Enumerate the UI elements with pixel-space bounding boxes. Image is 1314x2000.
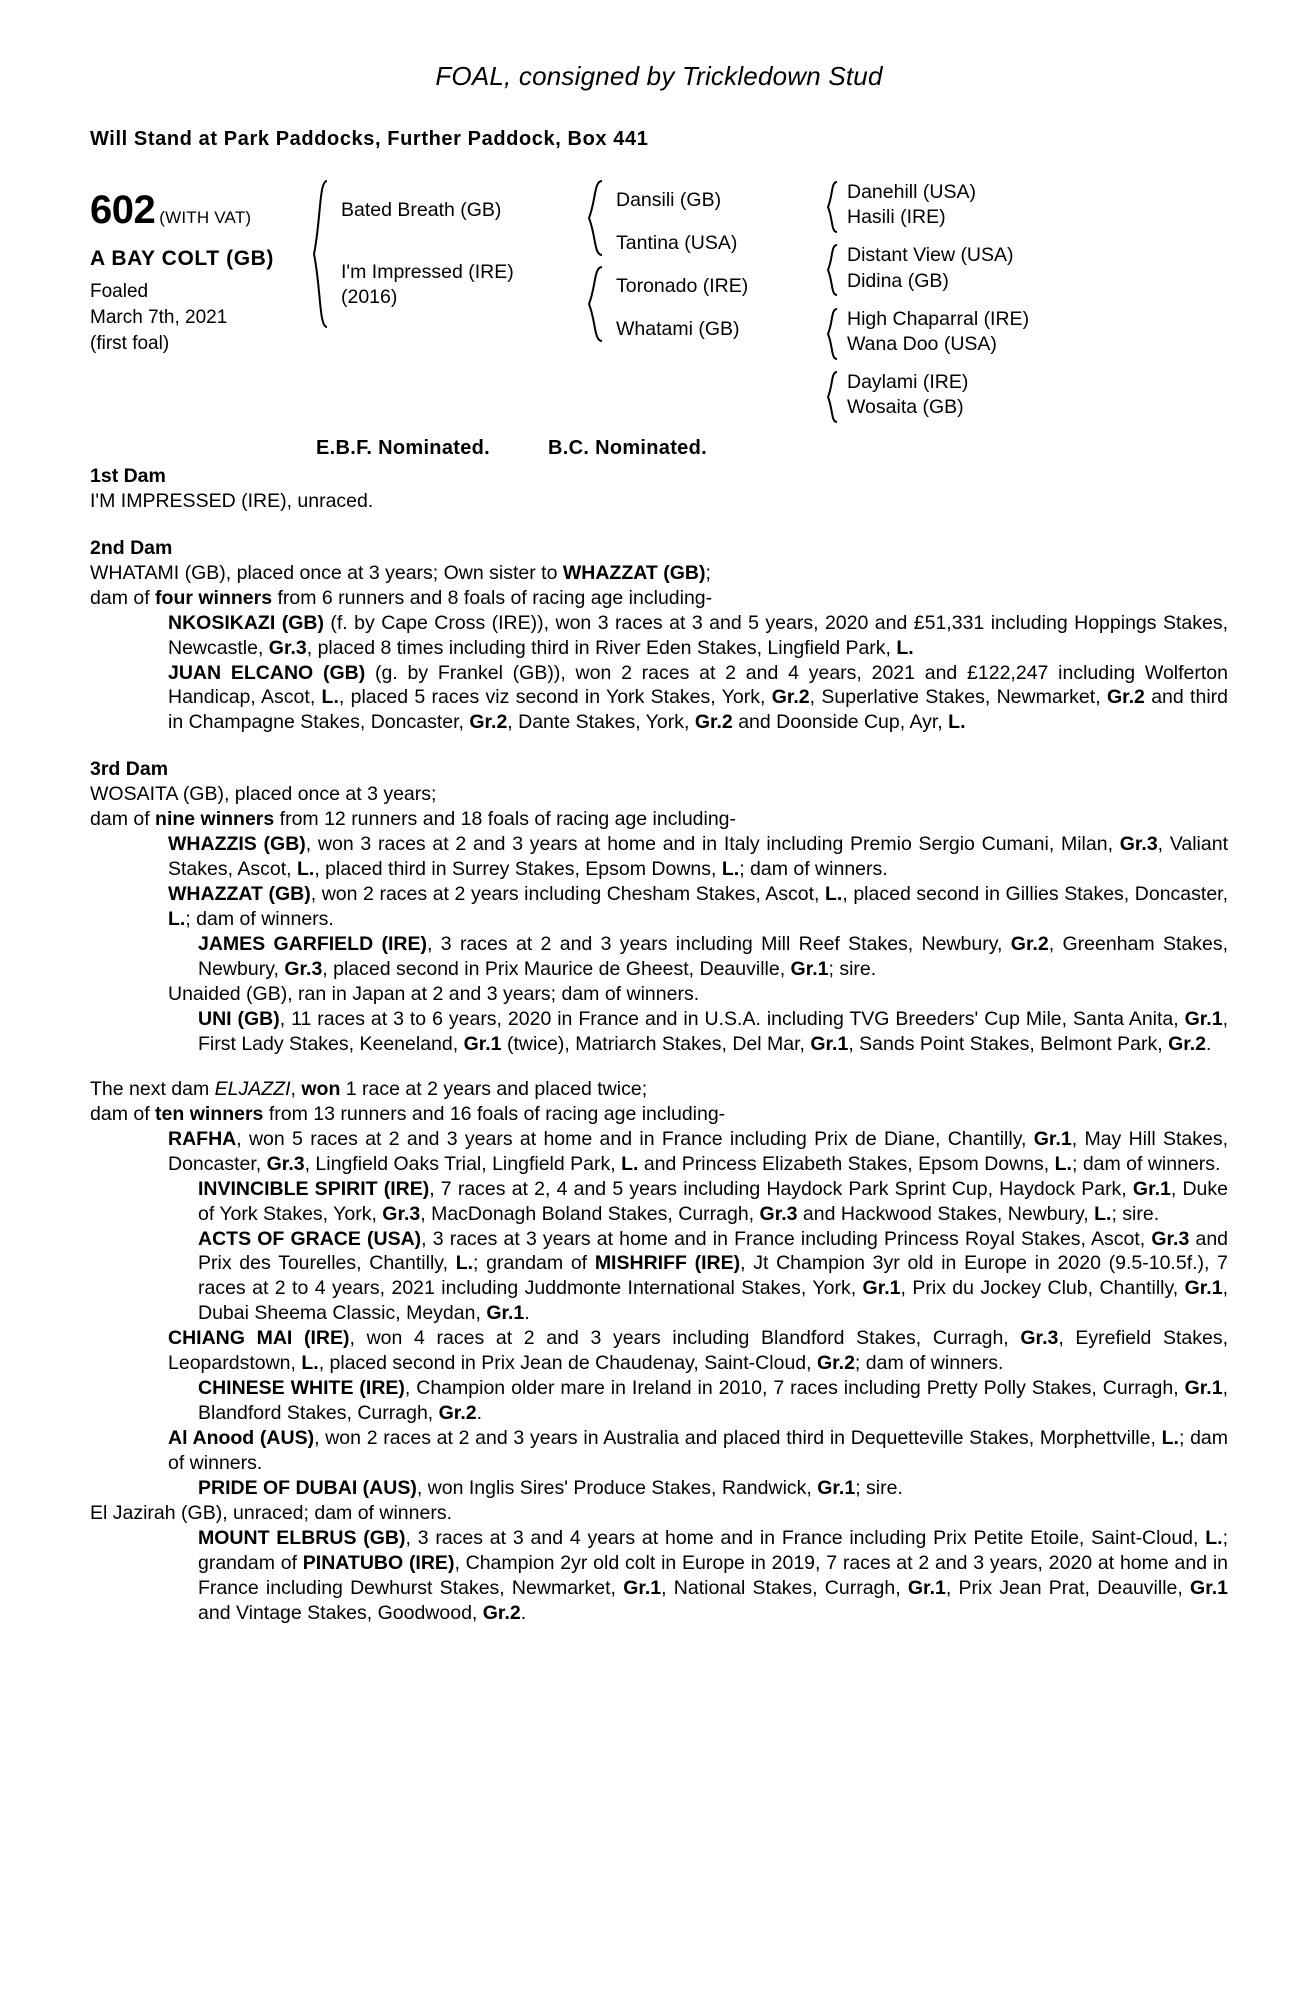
lot-description: A BAY COLT (GB) xyxy=(90,247,275,271)
g3-name: Distant View (USA) xyxy=(847,244,1014,267)
g3-name: Wana Doo (USA) xyxy=(847,332,997,355)
progeny-entry: RAFHA, won 5 races at 2 and 3 years at home and in France including Prix de Diane, Chantilly, Gr.1, May Hill Stakes, Doncaster, Gr.3, Lingfield Oaks Trial, Lingfield Park, L. and Princess Elizabeth Stakes, Epsom Downs, L.; dam of winners. xyxy=(168,1127,1229,1175)
next-dam-damof: dam of ten winners from 13 runners and 16 foals of racing age including- xyxy=(90,1102,726,1125)
progeny-entry: PRIDE OF DUBAI (AUS), won Inglis Sires' Produce Stakes, Randwick, Gr.1; sire. xyxy=(198,1477,903,1500)
foaled-date: March 7th, 2021 xyxy=(90,307,228,329)
progeny-entry: UNI (GB), 11 races at 3 to 6 years, 2020 in France and in U.S.A. including TVG Breeders' Cup Mile, Santa Anita, Gr.1, First Lady Stakes, Keeneland, Gr.1 (twice), Matriarch Stakes, Del Mar, Gr.1, Sands Point Stakes, Belmont Park, Gr.2. xyxy=(198,1007,1228,1055)
brace-icon xyxy=(826,370,839,431)
progeny-name: Unaided (GB) xyxy=(168,982,288,1005)
progeny-name: WHAZZAT (GB) xyxy=(168,883,311,906)
lot-number: 602 xyxy=(90,187,156,232)
sire-sire-name: Dansili (GB) xyxy=(616,188,722,211)
dam-year: (2016) xyxy=(341,286,398,309)
g3-name: Danehill (USA) xyxy=(847,180,976,203)
progeny-entry: NKOSIKAZI (GB) (f. by Cape Cross (IRE)), won 3 races at 3 and 5 years, 2020 and £51,331 including Hoppings Stakes, Newcastle, Gr.3, placed 8 times including third in River Eden Stakes, Lingfield Park, L. xyxy=(168,611,1228,659)
progeny-entry: ACTS OF GRACE (USA), 3 races at 3 years at home and in France including Princess Royal Stakes, Ascot, Gr.3 and Prix des Tourelles, Chantilly, L.; grandam of MISHRIFF (IRE), Jt Champion 3yr old in Europe in 2020 (9.5-10.5f.), 7 races at 2 to 4 years, 2021 including Juddmonte International Stakes, York, Gr.1, Prix du Jockey Club, Chantilly, Gr.1, Dubai Sheema Classic, Meydan, Gr.1. xyxy=(198,1227,1229,1325)
next-dam-intro: The next dam ELJAZZI, won 1 race at 2 years and placed twice; xyxy=(90,1077,648,1100)
stand-location-line: Will Stand at Park Paddocks, Further Paddock, Box 441 xyxy=(90,128,649,151)
brace-icon xyxy=(587,265,604,351)
foal-note: (first foal) xyxy=(90,333,170,355)
progeny-name: INVINCIBLE SPIRIT (IRE) xyxy=(198,1177,430,1200)
progeny-name: WHAZZIS (GB) xyxy=(168,833,306,856)
g3-pair xyxy=(826,179,1029,242)
sire-name: Bated Breath (GB) xyxy=(341,198,502,221)
progeny-name: JUAN ELCANO (GB) xyxy=(168,661,366,684)
brace-icon xyxy=(587,179,604,265)
pedigree-generation-2 xyxy=(587,179,816,351)
progeny-entry: MOUNT ELBRUS (GB), 3 races at 3 and 4 years at home and in France including Prix Petite Etoile, Saint-Cloud, L.; grandam of PINATUBO (IRE), Champion 2yr old colt in Europe in 2019, 7 races at 2 and 3 years, 2020 at home and in France including Dewhurst Stakes, Newmarket, Gr.1, National Stakes, Curragh, Gr.1, Prix Jean Prat, Deauville, Gr.1 and Vintage Stakes, Goodwood, Gr.2. xyxy=(198,1526,1228,1624)
first-dam-text: I'M IMPRESSED (IRE), unraced. xyxy=(90,489,374,512)
brace-icon xyxy=(826,307,839,368)
second-dam-intro: WHATAMI (GB), placed once at 3 years; Own sister to WHAZZAT (GB); xyxy=(90,561,711,584)
progeny-name: El Jazirah (GB) xyxy=(90,1502,223,1524)
lot-details xyxy=(90,179,312,358)
progeny-name: MOUNT ELBRUS (GB) xyxy=(198,1526,406,1549)
sire-dam-name: Tantina (USA) xyxy=(616,231,738,254)
g3-pair xyxy=(826,369,1029,432)
consignor-heading: FOAL, consigned by Trickledown Stud xyxy=(435,61,883,91)
progeny-name: PRIDE OF DUBAI (AUS) xyxy=(198,1477,417,1500)
progeny-name: ACTS OF GRACE (USA) xyxy=(198,1227,422,1250)
dam-sire-name: Toronado (IRE) xyxy=(616,274,749,297)
g3-pair xyxy=(826,242,1029,305)
progeny-name: NKOSIKAZI (GB) xyxy=(168,611,324,634)
brace-icon xyxy=(826,243,839,304)
g3-name: High Chaparral (IRE) xyxy=(847,307,1030,330)
third-dam-intro: WOSAITA (GB), placed once at 3 years; xyxy=(90,783,437,806)
nominations-line xyxy=(316,436,1228,462)
progeny-entry: JUAN ELCANO (GB) (g. by Frankel (GB)), won 2 races at 2 and 4 years, 2021 and £122,247 including Wolferton Handicap, Ascot, L., placed 5 races viz second in York Stakes, York, Gr.2, Superlative Stakes, Newmarket, Gr.2 and third in Champagne Stakes, Doncaster, Gr.2, Dante Stakes, York, Gr.2 and Doonside Cup, Ayr, L. xyxy=(168,661,1228,734)
progeny-name: JAMES GARFIELD (IRE) xyxy=(198,933,428,956)
progeny-name: RAFHA xyxy=(168,1127,237,1150)
bc-nominated: B.C. Nominated. xyxy=(548,437,707,460)
first-dam-heading: 1st Dam xyxy=(90,464,166,487)
dam-cell xyxy=(341,246,587,324)
progeny-name: UNI (GB) xyxy=(198,1007,280,1030)
progeny-entry: JAMES GARFIELD (IRE), 3 races at 2 and 3 years including Mill Reef Stakes, Newbury, Gr.2, Greenham Stakes, Newbury, Gr.3, placed second in Prix Maurice de Gheest, Deauville, Gr.1; sire. xyxy=(198,933,1228,980)
brace-icon xyxy=(312,179,329,329)
progeny-entry: El Jazirah (GB), unraced; dam of winners. xyxy=(90,1502,452,1524)
dam-name: I'm Impressed (IRE) xyxy=(341,261,514,284)
pedigree-generation-3 xyxy=(816,179,1029,432)
ebf-nominated: E.B.F. Nominated. xyxy=(316,437,491,460)
lot-vat-note: (WITH VAT) xyxy=(159,207,252,227)
second-dam-damof: dam of four winners from 6 runners and 8 foals of racing age including- xyxy=(90,586,713,609)
dam-dam-name: Whatami (GB) xyxy=(616,317,740,340)
progeny-entry: WHAZZAT (GB), won 2 races at 2 years including Chesham Stakes, Ascot, L., placed second in Gillies Stakes, Doncaster, L.; dam of winners. xyxy=(168,883,1229,931)
foaled-label: Foaled xyxy=(90,280,149,302)
g3-name: Daylami (IRE) xyxy=(847,370,969,393)
g3-name: Wosaita (GB) xyxy=(847,396,964,419)
g3-pair xyxy=(826,306,1029,369)
progeny-entry: Al Anood (AUS), won 2 races at 2 and 3 years in Australia and placed third in Dequetteville Stakes, Morphettville, L.; dam of winners. xyxy=(168,1427,1228,1475)
progeny-entry: Unaided (GB), ran in Japan at 2 and 3 years; dam of winners. xyxy=(168,982,700,1005)
third-dam-heading: 3rd Dam xyxy=(90,758,169,781)
pedigree-block xyxy=(90,179,1228,432)
progeny-entry: WHAZZIS (GB), won 3 races at 2 and 3 years at home and in Italy including Premio Sergio Cumani, Milan, Gr.3, Valiant Stakes, Ascot, L., placed third in Surrey Stakes, Epsom Downs, L.; dam of winners. xyxy=(168,833,1228,881)
g3-name: Didina (GB) xyxy=(847,269,949,292)
pedigree-generation-1 xyxy=(312,179,587,329)
g3-name: Hasili (IRE) xyxy=(847,206,946,229)
progeny-entry: INVINCIBLE SPIRIT (IRE), 7 races at 2, 4 and 5 years including Haydock Park Sprint Cup, Haydock Park, Gr.1, Duke of York Stakes, York, Gr.3, MacDonagh Boland Stakes, Curragh, Gr.3 and Hackwood Stakes, Newbury, L.; sire. xyxy=(198,1177,1228,1225)
lot-number-line xyxy=(90,185,312,236)
progeny-name: CHINESE WHITE (IRE) xyxy=(198,1377,405,1400)
progeny-entry: CHIANG MAI (IRE), won 4 races at 2 and 3 years including Blandford Stakes, Curragh, Gr.3, Eyrefield Stakes, Leopardstown, L., placed second in Prix Jean de Chaudenay, Saint-Cloud, Gr.2; dam of winners. xyxy=(168,1327,1228,1375)
third-dam-damof: dam of nine winners from 12 runners and 18 foals of racing age including- xyxy=(90,808,737,831)
progeny-name: Al Anood (AUS) xyxy=(168,1427,315,1450)
second-dam-heading: 2nd Dam xyxy=(90,536,173,559)
progeny-entry: CHINESE WHITE (IRE), Champion older mare in Ireland in 2010, 7 races including Pretty Polly Stakes, Curragh, Gr.1, Blandford Stakes, Curragh, Gr.2. xyxy=(198,1377,1228,1425)
brace-icon xyxy=(826,180,839,241)
progeny-name: CHIANG MAI (IRE) xyxy=(168,1327,350,1350)
lot-foaled xyxy=(90,279,312,358)
